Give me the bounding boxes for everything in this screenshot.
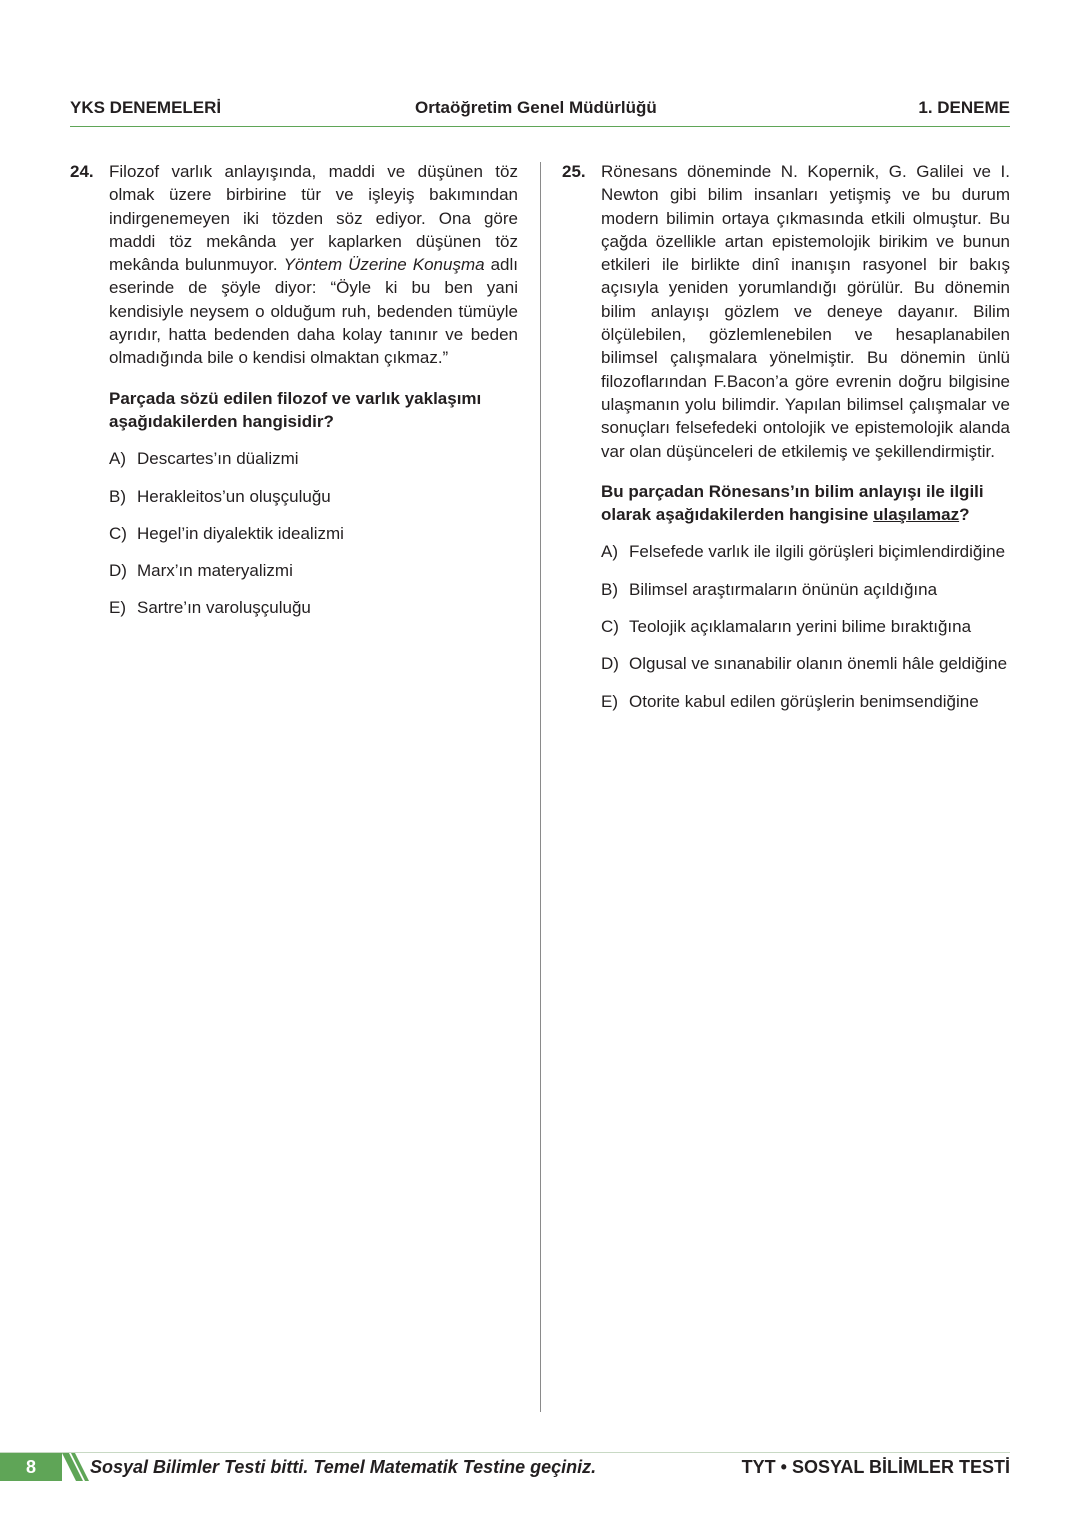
answer-option-a[interactable]: A) Felsefede varlık ile ilgili görüşleri biçimlendirdiğine bbox=[601, 542, 1006, 562]
question-25 bbox=[562, 160, 1010, 727]
question-24 bbox=[70, 160, 518, 634]
question-passage: Rönesans döneminde N. Kopernik, G. Galilei ve I. Newton gibi bilim insanları yetişmiş ve bu durum modern bilimin ortaya çıkmasında etkili olmuştur. Bu çağda özellikle artan epistemolojik birikim ve bunun etkileri ile birlikte dinî inanışın rasyonel bir bakış açısıyla yeniden yorumlandığı görülür. Bu dönemin bilim anlayışı gözlem ve deneye dayanır. Bilim ölçülebilen, gözlemlenebilen ve hesaplanabilen bilimsel çalışmalara yönelmiştir. Bu dönemin ünlü filozoflarından F.Bacon’a göre evrenin doğru bilgisine ulaşmanın yolu bilimdir. Yapılan bilimsel çalışmalar ve sonuçları felsefedeki ontolojik ve epistemolojik alanda var olan düşünceleri de etkilemiş ve şekillendirmiştir. bbox=[601, 162, 1010, 461]
page-number: 8 bbox=[0, 1453, 62, 1481]
header-institution: Ortaöğretim Genel Müdürlüğü bbox=[415, 98, 657, 117]
answer-option-e[interactable]: E) Sartre’ın varoluşçuluğu bbox=[109, 598, 311, 618]
header-exam-number: 1. DENEME bbox=[918, 98, 1010, 117]
answer-option-b[interactable]: B) Herakleitos’un oluşçuluğu bbox=[109, 486, 331, 506]
answer-option-d[interactable]: D) Olgusal ve sınanabilir olanın önemli hâle geldiğine bbox=[601, 654, 1008, 674]
column-divider bbox=[540, 162, 541, 1412]
answer-option-c[interactable]: C) Teolojik açıklamaların yerini bilime bıraktığına bbox=[601, 617, 972, 637]
question-number: 24. bbox=[70, 162, 94, 181]
underlined-keyword: ulaşılamaz bbox=[873, 505, 960, 525]
footer-rule bbox=[0, 1452, 1010, 1453]
footer-test-name: TYT • SOSYAL BİLİMLER TESTİ bbox=[741, 1457, 1010, 1477]
answer-options bbox=[109, 447, 518, 619]
question-passage: Filozof varlık anlayışında, maddi ve düşünen töz olmak üzere birbirine tür ve işleyiş bakımından indirgenemeyen iki tözden söz ediyor. Ona göre maddi töz mekânda yer kaplarken düşünen töz mekânda bulunmuyor. Yöntem Üzerine Konuşma adlı eserinde de şöyle diyor: “Öyle ki bu ben yani kendisiyle neysem o olduğum ruh, bedenden tümüyle ayrıdır, hatta bedenden daha kolay tanınır ve beden olmadığında bile o kendisi olmaktan çıkmaz.” bbox=[109, 162, 518, 368]
answer-option-d[interactable]: D) Marx’ın materyalizmi bbox=[109, 561, 293, 581]
footer-stripes-decoration bbox=[60, 1453, 90, 1481]
page-header bbox=[70, 96, 1010, 127]
answer-option-e[interactable]: E) Otorite kabul edilen görüşlerin benimsendiğine bbox=[601, 691, 979, 711]
answer-option-c[interactable]: C) Hegel’in diyalektik idealizmi bbox=[109, 523, 344, 543]
book-title: Yöntem Üzerine Konuşma bbox=[283, 255, 485, 275]
question-stem: Bu parçadan Rönesans’ın bilim anlayışı ile ilgili olarak aşağıdakilerden hangisine ulaşılamaz? bbox=[601, 481, 984, 525]
answer-options bbox=[601, 540, 1010, 712]
answer-option-b[interactable]: B) Bilimsel araştırmaların önünün açıldığına bbox=[601, 579, 938, 599]
question-number: 25. bbox=[562, 162, 586, 181]
footer-instruction: Sosyal Bilimler Testi bitti. Temel Matematik Testine geçiniz. bbox=[90, 1457, 597, 1477]
question-stem: Parçada sözü edilen filozof ve varlık yaklaşımı aşağıdakilerden hangisidir? bbox=[109, 388, 482, 431]
answer-option-a[interactable]: A) Descartes’ın düalizmi bbox=[109, 449, 299, 469]
header-exam-series: YKS DENEMELERİ bbox=[70, 98, 222, 117]
